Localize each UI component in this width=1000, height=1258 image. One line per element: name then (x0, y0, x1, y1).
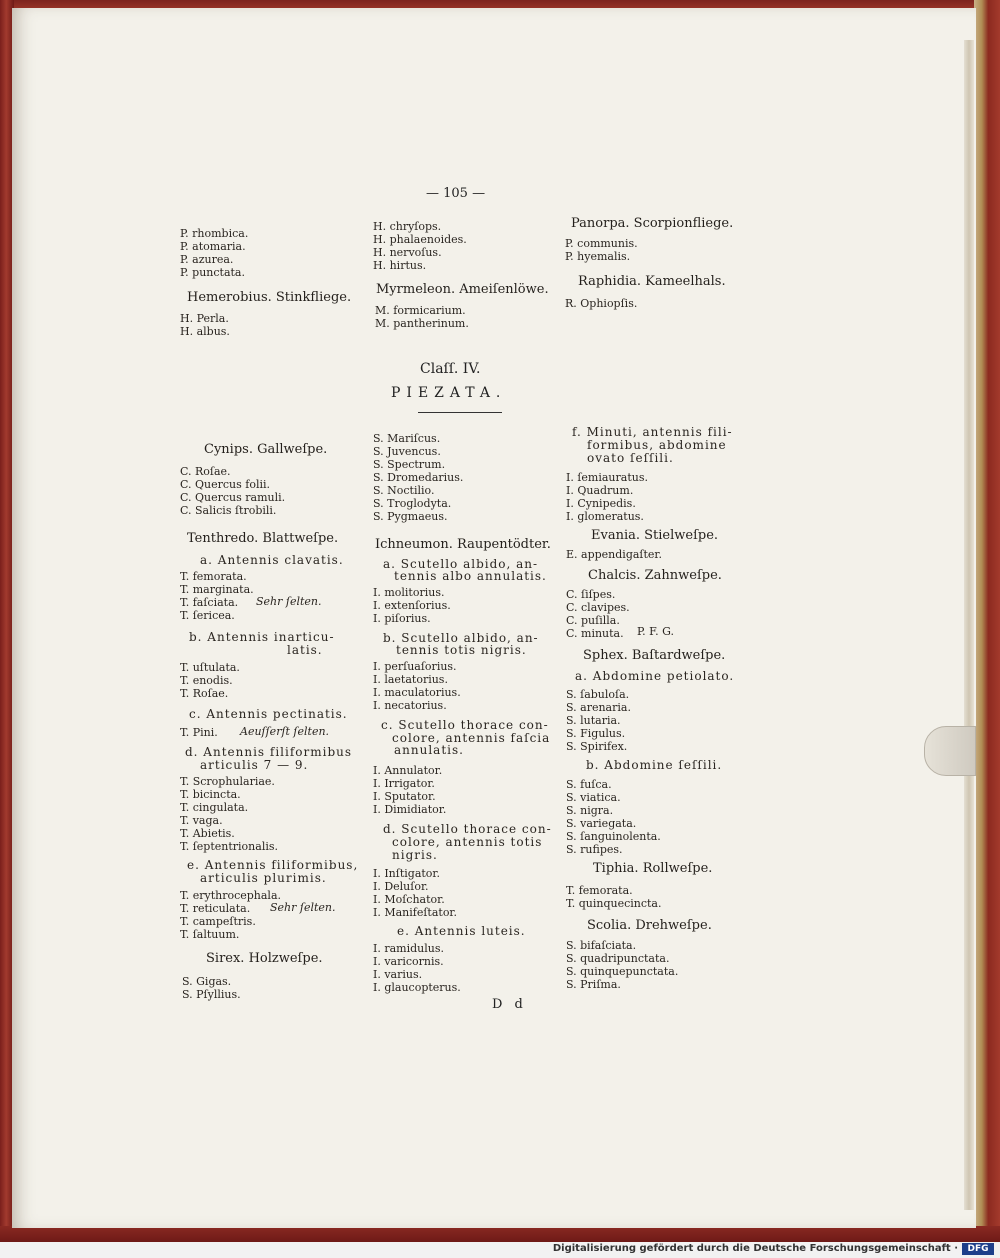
genus-heading: Hemerobius. Stinkfliege. (187, 290, 352, 305)
page-number: — 105 — (426, 186, 486, 201)
list-item: T. bicincta. (180, 788, 241, 801)
list-item: I. Irrigator. (373, 777, 435, 790)
list-item: I. extenſorius. (373, 599, 451, 612)
list-item: T. quinquecincta. (566, 897, 662, 910)
list-item: I. piſorius. (373, 612, 431, 625)
subgroup-heading: tennis totis nigris. (396, 643, 527, 657)
list-item: H. hirtus. (373, 259, 427, 272)
subgroup-heading: formibus, abdomine (587, 438, 727, 452)
list-item: I. Sputator. (373, 790, 436, 803)
list-item: T. Abietis. (180, 827, 235, 840)
subgroup-heading: a. Abdomine petiolato. (575, 669, 735, 683)
rarity-note: Sehr ſelten. (270, 901, 336, 914)
list-item: I. maculatorius. (373, 686, 461, 699)
subgroup-heading: b. Scutello albido, an- (383, 631, 539, 645)
list-item: I. glaucopterus. (373, 981, 461, 994)
rarity-note: Aeuſſerſt ſelten. (240, 725, 330, 738)
list-item: H. Perla. (180, 312, 229, 325)
genus-heading: Evania. Stielweſpe. (591, 528, 719, 543)
list-item: T. erythrocephala. (180, 889, 282, 902)
list-item: P. communis. (565, 237, 638, 250)
list-item: S. bifaſciata. (566, 939, 637, 952)
subgroup-heading: d. Scutello thorace con- (383, 822, 552, 836)
footer-credit: Digitalisierung gefördert durch die Deutsche Forschungsgemeinschaft · (552, 1243, 958, 1254)
list-item: I. Inſtigator. (373, 867, 440, 880)
list-item: S. quadripunctata. (566, 952, 670, 965)
list-item: S. Spectrum. (373, 458, 446, 471)
list-item: T. ſeptentrionalis. (180, 840, 278, 853)
genus-heading: Myrmeleon. Ameiſenlöwe. (376, 282, 549, 297)
genus-heading: Raphidia. Kameelhals. (578, 274, 726, 289)
subgroup-heading: nigris. (392, 848, 438, 862)
list-item: T. ſericea. (180, 609, 235, 622)
list-item: S. Priſma. (566, 978, 621, 991)
list-item: S. Noctilio. (373, 484, 435, 497)
list-item: T. reticulata. (180, 902, 251, 915)
subgroup-heading: c. Scutello thorace con- (381, 718, 549, 732)
list-item: I. Cynipedis. (566, 497, 636, 510)
list-item: I. glomeratus. (566, 510, 644, 523)
subgroup-heading: annulatis. (394, 743, 464, 757)
list-item: S. Juvencus. (373, 445, 441, 458)
list-item: S. variegata. (566, 817, 637, 830)
list-item: S. Pygmaeus. (373, 510, 448, 523)
signature-mark: D d (492, 997, 527, 1012)
list-item: I. Deluſor. (373, 880, 429, 893)
list-item: I. molitorius. (373, 586, 445, 599)
list-item: C. Roſae. (180, 465, 231, 478)
list-item: I. Quadrum. (566, 484, 634, 497)
genus-heading: Cynips. Gallweſpe. (204, 442, 328, 457)
subgroup-heading: c. Antennis pectinatis. (189, 707, 348, 721)
list-item: I. varius. (373, 968, 423, 981)
list-item: P. atomaria. (180, 240, 246, 253)
genus-heading: Tiphia. Rollweſpe. (593, 861, 713, 876)
list-item: I. ramidulus. (373, 942, 444, 955)
list-item: C. Salicis ſtrobili. (180, 504, 277, 517)
genus-heading: Sphex. Baſtardweſpe. (583, 648, 726, 663)
subgroup-heading: a. Scutello albido, an- (383, 557, 539, 571)
subgroup-heading: colore, antennis faſcia (392, 731, 551, 745)
list-item: I. varicornis. (373, 955, 444, 968)
list-item: T. Scrophulariae. (180, 775, 275, 788)
list-item: H. nervoſus. (373, 246, 442, 259)
list-item: C. clavipes. (566, 601, 630, 614)
list-item: S. lutaria. (566, 714, 621, 727)
book-binding-right (974, 0, 1000, 1240)
subgroup-heading: e. Antennis filiformibus, (187, 858, 359, 872)
list-item: S. Gigas. (182, 975, 232, 988)
page-edge (964, 40, 974, 1210)
list-item: I. perſuaſorius. (373, 660, 457, 673)
list-item: I. Moſchator. (373, 893, 445, 906)
list-item: E. appendigaſter. (566, 548, 662, 561)
subgroup-heading: articulis 7 — 9. (200, 758, 309, 772)
genus-heading: Sirex. Holzweſpe. (206, 951, 323, 966)
page-paper (12, 8, 976, 1228)
list-item: H. chryſops. (373, 220, 442, 233)
list-item: T. campeſtris. (180, 915, 256, 928)
author-note: P. F. G. (637, 625, 674, 638)
list-item: S. ſanguinolenta. (566, 830, 661, 843)
list-item: S. Spirifex. (566, 740, 628, 753)
list-item: S. fuſca. (566, 778, 612, 791)
list-item: T. femorata. (566, 884, 633, 897)
list-item: I. Annulator. (373, 764, 443, 777)
list-item: I. laetatorius. (373, 673, 448, 686)
list-item: T. uſtulata. (180, 661, 240, 674)
subgroup-heading: latis. (287, 643, 323, 657)
subgroup-heading: tennis albo annulatis. (394, 569, 547, 583)
subgroup-heading: a. Antennis clavatis. (200, 553, 344, 567)
genus-heading: Ichneumon. Raupentödter. (375, 537, 551, 552)
list-item: C. puſilla. (566, 614, 620, 627)
subgroup-heading: f. Minuti, antennis fili- (572, 425, 733, 439)
list-item: S. Mariſcus. (373, 432, 441, 445)
list-item: C. ſiſpes. (566, 588, 616, 601)
subgroup-heading: articulis plurimis. (200, 871, 327, 885)
list-item: C. Quercus folii. (180, 478, 271, 491)
book-binding-bottom (0, 1226, 1000, 1242)
genus-heading: Chalcis. Zahnweſpe. (588, 568, 722, 583)
genus-heading: Panorpa. Scorpionfliege. (571, 216, 734, 231)
list-item: S. Troglodyta. (373, 497, 452, 510)
subgroup-heading: b. Abdomine ſeſſili. (586, 758, 723, 772)
list-item: S. Pſyllius. (182, 988, 241, 1001)
genus-heading: Scolia. Drehweſpe. (587, 918, 712, 933)
subgroup-heading: ovato ſeſſili. (587, 451, 674, 465)
subgroup-heading: colore, antennis totis (392, 835, 543, 849)
list-item: T. cingulata. (180, 801, 249, 814)
list-item: T. marginata. (180, 583, 254, 596)
list-item: S. rufipes. (566, 843, 623, 856)
list-item: S. arenaria. (566, 701, 631, 714)
list-item: S. quinquepunctata. (566, 965, 679, 978)
list-item: P. punctata. (180, 266, 245, 279)
list-item: T. Pini. (180, 726, 218, 739)
genus-heading: Tenthredo. Blattweſpe. (187, 531, 339, 546)
list-item: T. vaga. (180, 814, 223, 827)
list-item: C. minuta. (566, 627, 624, 640)
list-item: T. faſciata. (180, 596, 239, 609)
list-item: S. ſabuloſa. (566, 688, 630, 701)
subgroup-heading: b. Antennis inarticu- (189, 630, 335, 644)
list-item: T. femorata. (180, 570, 247, 583)
list-item: I. ſemiauratus. (566, 471, 648, 484)
list-item: T. enodis. (180, 674, 233, 687)
heading-rule (418, 412, 502, 413)
list-item: I. Manifeſtator. (373, 906, 457, 919)
list-item: H. albus. (180, 325, 230, 338)
list-item: H. phalaenoides. (373, 233, 467, 246)
subgroup-heading: e. Antennis luteis. (397, 924, 526, 938)
list-item: S. Dromedarius. (373, 471, 464, 484)
list-item: C. Quercus ramuli. (180, 491, 286, 504)
order-heading: PIEZATA. (391, 385, 507, 401)
list-item: M. formicarium. (375, 304, 466, 317)
dfg-logo: DFG (962, 1243, 994, 1255)
list-item: P. azurea. (180, 253, 234, 266)
list-item: S. nigra. (566, 804, 614, 817)
list-item: T. Roſae. (180, 687, 229, 700)
list-item: P. hyemalis. (565, 250, 631, 263)
list-item: T. ſaltuum. (180, 928, 240, 941)
class-heading: Claſſ. IV. (420, 361, 481, 377)
list-item: S. Figulus. (566, 727, 626, 740)
list-item: M. pantherinum. (375, 317, 469, 330)
list-item: R. Ophiopſis. (565, 297, 638, 310)
list-item: I. Dimidiator. (373, 803, 447, 816)
subgroup-heading: d. Antennis filiformibus (185, 745, 353, 759)
rarity-note: Sehr ſelten. (256, 595, 322, 608)
list-item: S. viatica. (566, 791, 621, 804)
page-tab-marker (924, 726, 976, 776)
list-item: P. rhombica. (180, 227, 249, 240)
list-item: I. necatorius. (373, 699, 447, 712)
